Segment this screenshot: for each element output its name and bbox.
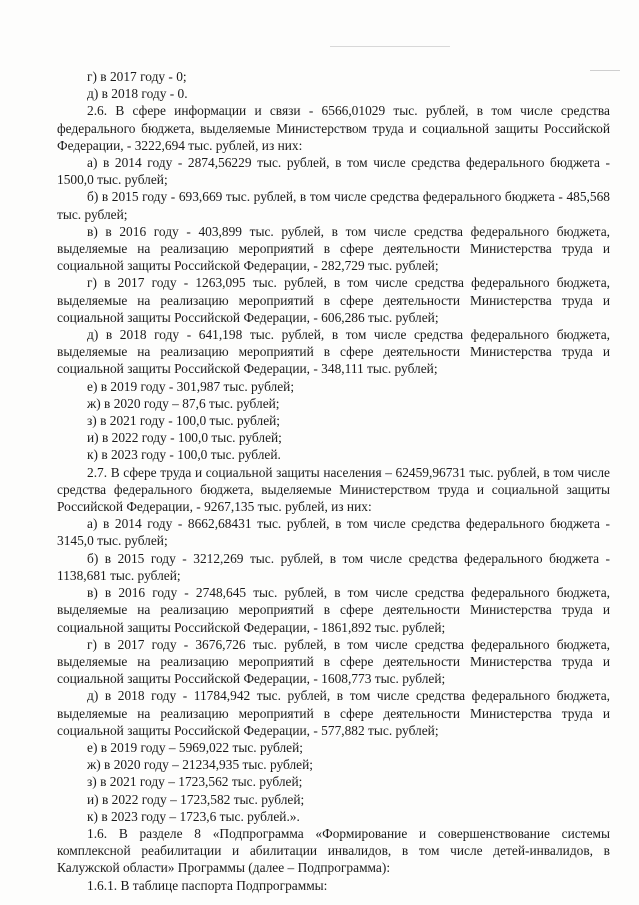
list-item: б) в 2015 году - 693,669 тыс. рублей, в том числе средства федерального бюджета - 485,568 тыс. рублей;: [57, 189, 610, 222]
list-item: б) в 2015 году - 3212,269 тыс. рублей, в том числе средства федерального бюджета - 1138,681 тыс. рублей;: [57, 550, 610, 583]
section-paragraph: 2.7. В сфере труда и социальной защиты населения – 62459,96731 тыс. рублей, в том числе средства федерального бюджета, выделяемые Министерством труда и социальной защиты Российской Федерации, - 9267,135 тыс. рублей, из них:: [57, 464, 610, 515]
list-item: ж) в 2020 году – 87,6 тыс. рублей;: [87, 395, 280, 411]
list-item: з) в 2021 году - 100,0 тыс. рублей;: [87, 413, 281, 429]
list-item: д) в 2018 году - 0.: [87, 86, 188, 102]
list-item: г) в 2017 году - 3676,726 тыс. рублей, в том числе средства федерального бюджета, выделяемые на реализацию мероприятий в сфере деятельности Министерства труда и социальной защиты Российской Федерации, - 1608,773 тыс. рублей;: [57, 636, 610, 687]
section-paragraph: 2.6. В сфере информации и связи - 6566,01029 тыс. рублей, в том числе средства федерального бюджета, выделяемые Министерством труда и социальной защиты Российской Федерации, - 3222,694 тыс. рублей, из них:: [57, 103, 610, 153]
list-item: к) в 2023 году - 100,0 тыс. рублей.: [87, 447, 281, 463]
list-item: к) в 2023 году – 1723,6 тыс. рублей.».: [87, 808, 300, 824]
list-item: д) в 2018 году - 11784,942 тыс. рублей, в том числе средства федерального бюджета, выделяемые на реализацию мероприятий в сфере деятельности Министерства труда и социальной защиты Российской Федерации, - 577,882 тыс. рублей;: [57, 688, 610, 738]
list-item: д) в 2018 году - 641,198 тыс. рублей, в том числе средства федерального бюджета, выделяемые на реализацию мероприятий в сфере деятельности Министерства труда и социальной защиты Российской Федерации, - 348,111 тыс. рублей;: [57, 327, 610, 377]
list-item: г) в 2017 году - 1263,095 тыс. рублей, в том числе средства федерального бюджета, выделяемые на реализацию мероприятий в сфере деятельности Министерства труда и социальной защиты Российской Федерации, - 606,286 тыс. рублей;: [57, 275, 610, 325]
section-paragraph: 1.6.1. В таблице паспорта Подпрограммы:: [87, 877, 328, 893]
list-item: з) в 2021 году – 1723,562 тыс. рублей;: [87, 774, 303, 790]
list-item: е) в 2019 году – 5969,022 тыс. рублей;: [87, 739, 303, 755]
section-paragraph: 1.6. В разделе 8 «Подпрограмма «Формирование и совершенствование системы комплексной реабилитации и абилитации инвалидов, в том числе детей-инвалидов, в Калужской области» Программы (далее – Подпрограмма):: [57, 825, 610, 876]
list-item: а) в 2014 году - 2874,56229 тыс. рублей, в том числе средства федерального бюджета - 1500,0 тыс. рублей;: [57, 155, 610, 188]
document-body: [57, 68, 610, 894]
list-item: и) в 2022 году - 100,0 тыс. рублей;: [87, 430, 282, 446]
list-item: в) в 2016 году - 403,899 тыс. рублей, в том числе средства федерального бюджета, выделяемые на реализацию мероприятий в сфере деятельности Министерства труда и социальной защиты Российской Федерации, - 282,729 тыс. рублей;: [57, 223, 610, 274]
list-item: и) в 2022 году – 1723,582 тыс. рублей;: [87, 791, 305, 807]
list-item: е) в 2019 году - 301,987 тыс. рублей;: [87, 378, 295, 394]
list-item: в) в 2016 году - 2748,645 тыс. рублей, в том числе средства федерального бюджета, выделяемые на реализацию мероприятий в сфере деятельности Министерства труда и социальной защиты Российской Федерации, - 1861,892 тыс. рублей;: [57, 585, 610, 635]
list-item: ж) в 2020 году – 21234,935 тыс. рублей;: [87, 757, 313, 773]
scan-artifact: [330, 46, 450, 47]
list-item: г) в 2017 году - 0;: [87, 69, 187, 84]
list-item: а) в 2014 году - 8662,68431 тыс. рублей, в том числе средства федерального бюджета - 3145,0 тыс. рублей;: [57, 516, 610, 549]
